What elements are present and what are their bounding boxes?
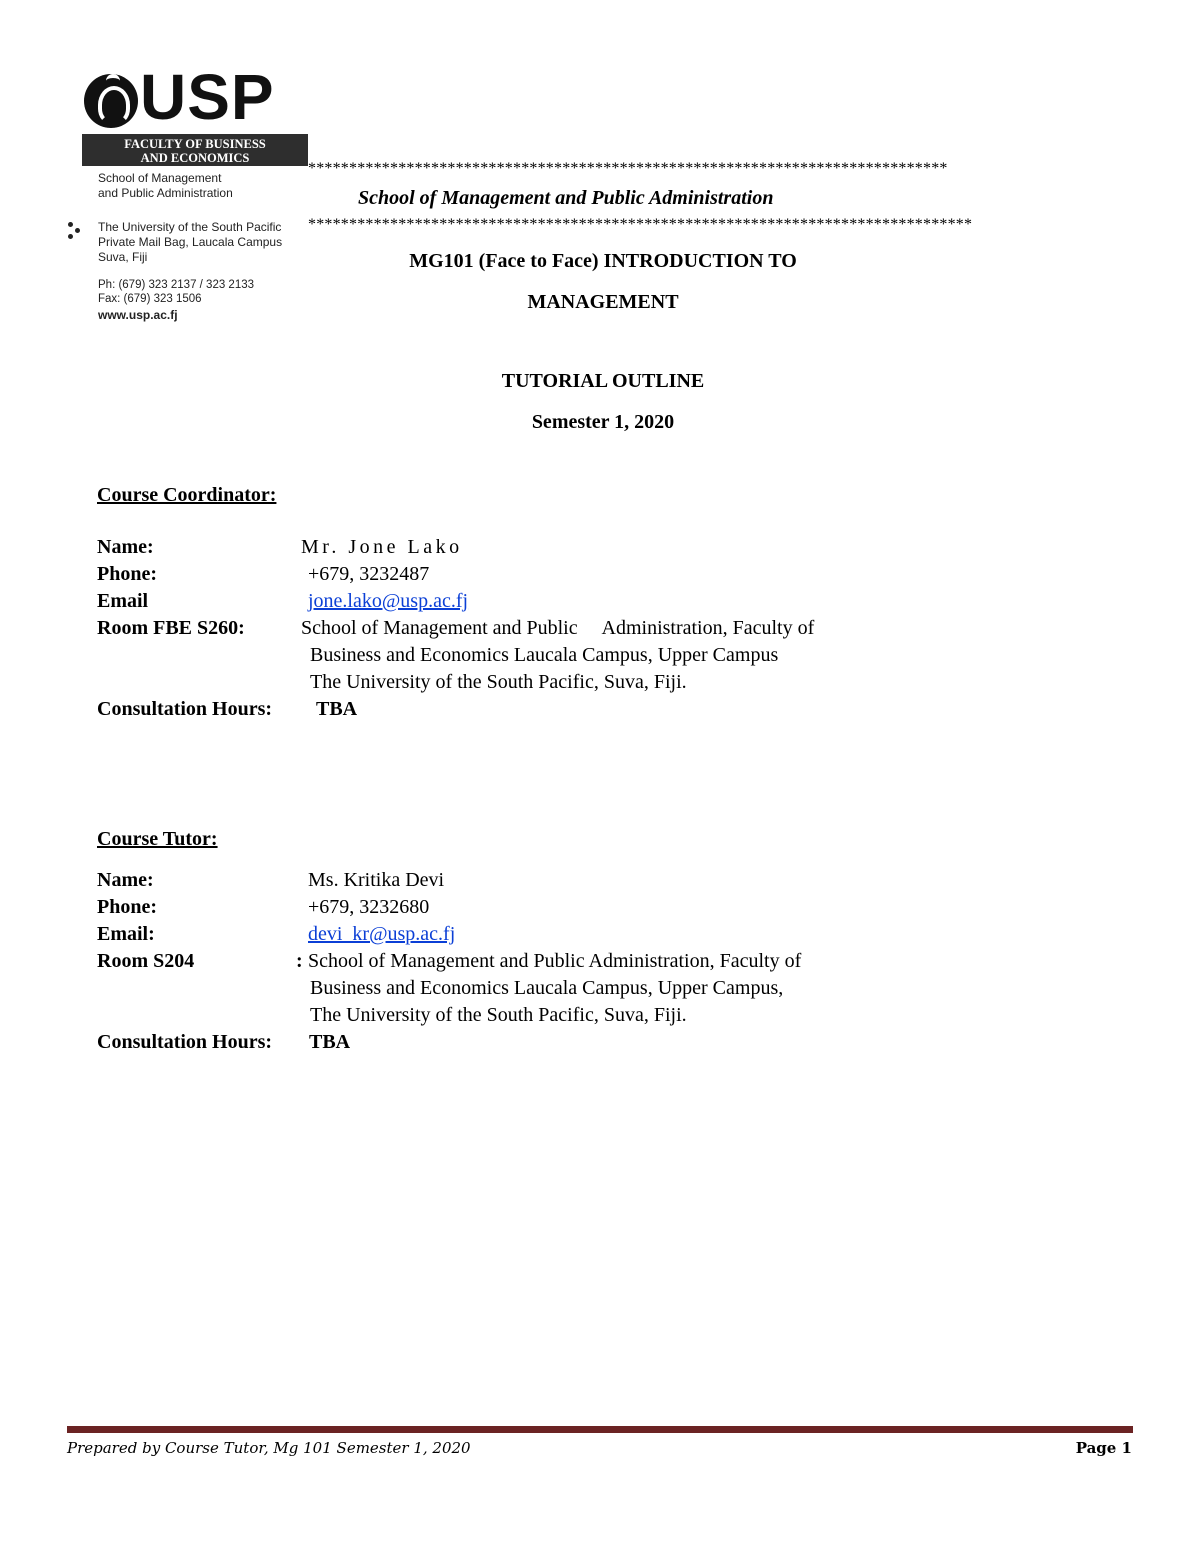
logo-website: www.usp.ac.fj (98, 308, 178, 322)
coordinator-heading: Course Coordinator: (97, 484, 277, 506)
document-title: TUTORIAL OUTLINE (501, 370, 705, 392)
faculty-banner (82, 134, 308, 166)
logo-school-line-1: School of Management (98, 171, 222, 185)
logo-school (98, 171, 233, 201)
coordinator-phone-label: Phone: (97, 563, 157, 585)
tutor-room-line-1: School of Management and Public Administration, Faculty of (308, 950, 802, 972)
tutor-phone: +679, 3232680 (308, 896, 430, 918)
course-title-line-1: MG101 (Face to Face) INTRODUCTION TO (409, 250, 797, 272)
coordinator-hours: TBA (316, 698, 358, 720)
tutor-name: Ms. Kritika Devi (308, 869, 445, 891)
usp-logo (80, 61, 308, 326)
bullet-dots-icon (68, 222, 82, 240)
tutor-hours-label: Consultation Hours: (97, 1031, 273, 1053)
usp-emblem-icon (84, 74, 138, 128)
tutor-email-link[interactable]: devi_kr@usp.ac.fj (308, 923, 456, 945)
tutor-heading: Course Tutor: (97, 828, 218, 850)
logo-address-line-1: The University of the South Pacific (98, 220, 282, 234)
coordinator-room-line-2: Business and Economics Laucala Campus, Upper Campus (310, 644, 779, 666)
logo-school-line-2: and Public Administration (98, 186, 233, 200)
coordinator-email-label: Email (97, 590, 149, 612)
semester-label: Semester 1, 2020 (531, 411, 675, 433)
footer-page-number: Page 1 (1075, 1439, 1132, 1457)
tutor-name-label: Name: (97, 869, 154, 891)
coordinator-email-link[interactable]: jone.lako@usp.ac.fj (308, 590, 469, 612)
star-divider-top: ****************************************************************************** (308, 160, 948, 177)
faculty-line-2: AND ECONOMICS (140, 151, 250, 165)
course-title-line-2: MANAGEMENT (527, 291, 679, 313)
logo-wordmark: USP (140, 61, 275, 133)
tutor-room-label: Room S204 (97, 950, 195, 972)
coordinator-name: Mr. Jone Lako (301, 536, 463, 558)
tutor-room-line-3: The University of the South Pacific, Suva, Fiji. (310, 1004, 687, 1026)
coordinator-hours-label: Consultation Hours: (97, 698, 273, 720)
tutor-room-line-2: Business and Economics Laucala Campus, Upper Campus, (310, 977, 784, 999)
logo-fax: Fax: (679) 323 1506 (98, 293, 202, 305)
footer-rule (67, 1426, 1133, 1433)
logo-address-line-3: Suva, Fiji (98, 250, 148, 264)
logo-mark (80, 61, 308, 133)
tutor-phone-label: Phone: (97, 896, 157, 918)
coordinator-room-label: Room FBE S260: (97, 617, 245, 639)
coordinator-name-label: Name: (97, 536, 154, 558)
logo-address (98, 220, 282, 265)
school-name: School of Management and Public Administration (358, 187, 774, 209)
coordinator-phone: +679, 3232487 (308, 563, 430, 585)
star-divider-bottom: ********************************************************************************* (308, 216, 973, 233)
tutor-hours: TBA (309, 1031, 351, 1053)
coordinator-room-line-1: School of Management and Public Administration, Faculty of (301, 617, 815, 639)
tutor-room-colon: : (296, 950, 303, 972)
footer-prepared-by: Prepared by Course Tutor, Mg 101 Semester 1, 2020 (67, 1439, 471, 1457)
logo-address-line-2: Private Mail Bag, Laucala Campus (98, 235, 283, 249)
logo-phone: Ph: (679) 323 2137 / 323 2133 (98, 279, 255, 291)
logo-contact (98, 278, 254, 322)
tutor-email-label: Email: (97, 923, 155, 945)
faculty-line-1: FACULTY OF BUSINESS (124, 137, 266, 151)
coordinator-room-line-3: The University of the South Pacific, Suva, Fiji. (310, 671, 687, 693)
